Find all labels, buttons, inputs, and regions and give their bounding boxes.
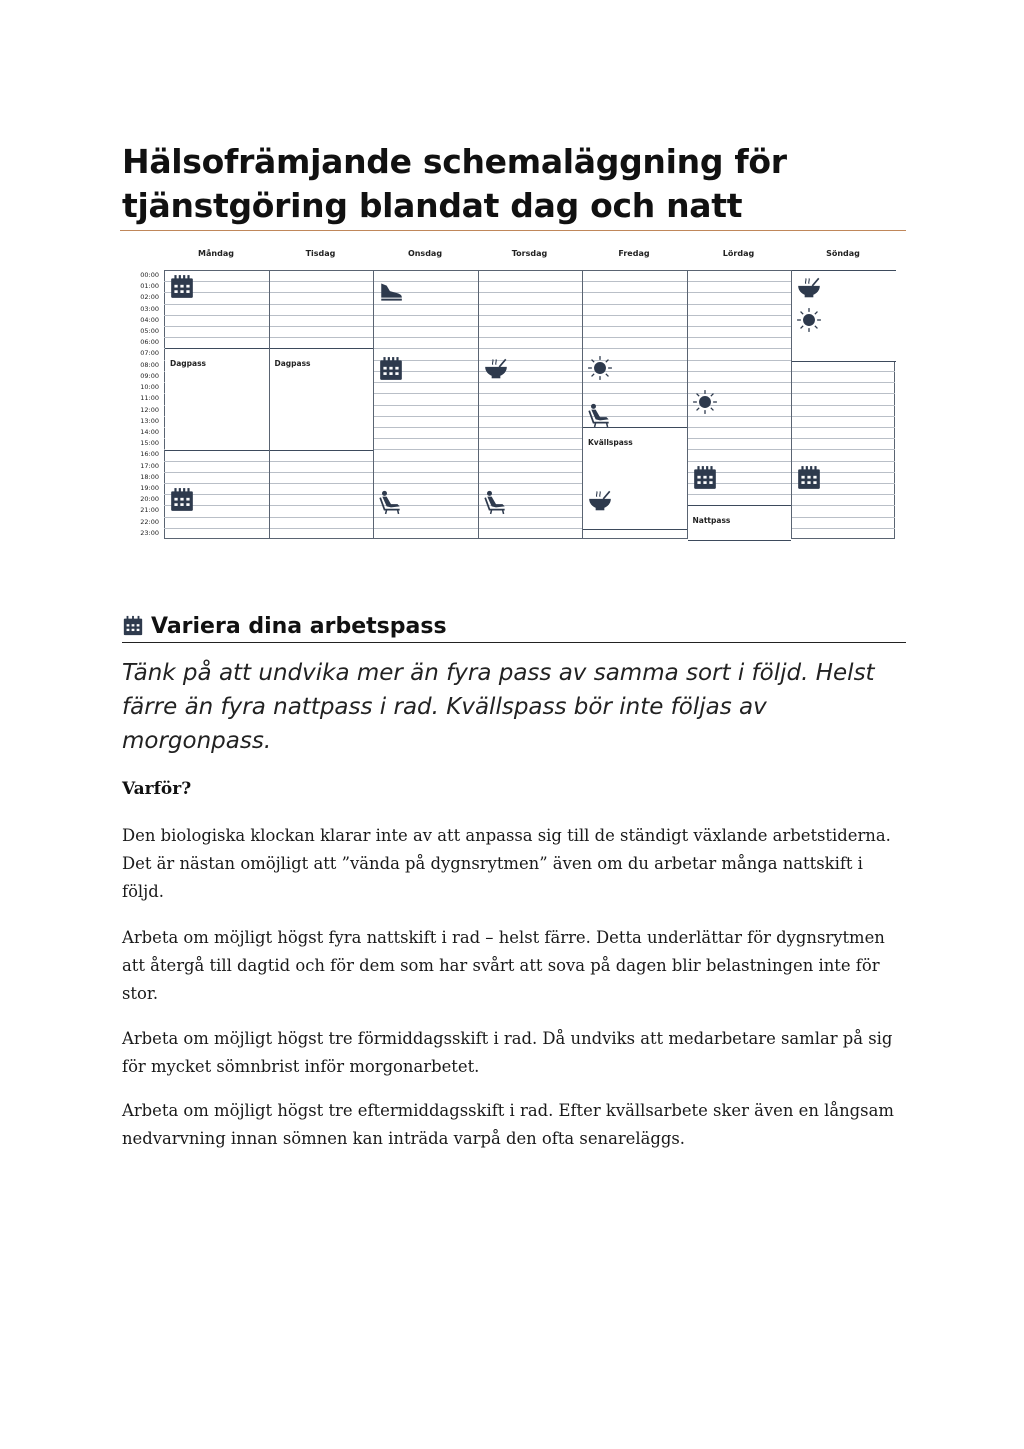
hour-label: 19:00 xyxy=(140,483,159,492)
day-column-divider xyxy=(269,270,270,539)
sun-icon xyxy=(692,389,718,415)
shift-block xyxy=(270,348,374,451)
hour-label: 05:00 xyxy=(140,327,159,336)
hour-label: 06:00 xyxy=(140,338,159,347)
day-header: Onsdag xyxy=(407,249,443,258)
hour-gridline xyxy=(164,517,895,518)
shift-label: Dagpass xyxy=(274,359,311,369)
day-header: Tisdag xyxy=(305,249,336,258)
sun-icon xyxy=(587,355,613,381)
hour-label: 18:00 xyxy=(140,472,159,481)
day-column-divider xyxy=(687,270,688,539)
hour-gridline xyxy=(164,416,895,417)
title-divider xyxy=(120,230,906,231)
calendar-icon xyxy=(378,356,404,382)
hour-label: 16:00 xyxy=(140,450,159,459)
hour-gridline xyxy=(164,304,895,305)
shift-block xyxy=(165,348,269,451)
why-heading: Varför? xyxy=(122,779,192,799)
day-header: Måndag xyxy=(198,249,234,258)
hour-label: 21:00 xyxy=(140,506,159,515)
shoe-icon xyxy=(378,277,404,303)
shift-label: Nattpass xyxy=(692,516,731,526)
hour-gridline xyxy=(164,494,895,495)
bowl-icon xyxy=(796,274,822,300)
hour-label: 23:00 xyxy=(140,528,159,537)
calendar-icon xyxy=(692,465,718,491)
hour-gridline xyxy=(164,360,895,361)
recliner-icon xyxy=(378,489,404,515)
hour-gridline xyxy=(164,405,895,406)
hour-gridline xyxy=(164,292,895,293)
hour-gridline xyxy=(164,337,895,338)
hour-gridline xyxy=(164,528,895,529)
day-column-divider xyxy=(373,270,374,539)
hour-gridline xyxy=(164,449,895,450)
hour-gridline xyxy=(164,472,895,473)
bowl-icon xyxy=(483,355,509,381)
lead-text: Tänk på att undvika mer än fyra pass av samma sort i följd. Helst färre än fyra nattpass i rad. Kvällspass bör inte följas av morgonpass. xyxy=(122,660,875,754)
day-column-divider xyxy=(478,270,479,539)
hour-label: 13:00 xyxy=(140,416,159,425)
hour-label: 02:00 xyxy=(140,293,159,302)
shift-block xyxy=(792,270,896,362)
hour-label: 14:00 xyxy=(140,427,159,436)
day-column-divider xyxy=(582,270,583,539)
hour-gridline xyxy=(164,315,895,316)
bowl-icon xyxy=(587,487,613,513)
hour-label: 17:00 xyxy=(140,461,159,470)
day-header: Söndag xyxy=(826,249,860,258)
hour-label: 03:00 xyxy=(140,304,159,313)
page-title: Hälsofrämjande schemaläggning för tjänstgöring blandat dag och natt xyxy=(122,142,787,225)
hour-label: 00:00 xyxy=(140,271,159,279)
shift-label: Dagpass xyxy=(170,359,207,369)
schedule-grid xyxy=(164,270,895,539)
paragraph: Arbeta om möjligt högst tre eftermiddagsskift i rad. Efter kvällsarbete sker även en långsam nedvarvning innan sömnen kan inträda varpå den ofta senareläggs. xyxy=(122,1101,894,1148)
hour-label: 08:00 xyxy=(140,360,159,369)
day-header: Lördag xyxy=(722,249,755,258)
hour-gridline xyxy=(164,348,895,349)
section-header xyxy=(122,610,906,643)
hour-label: 22:00 xyxy=(140,517,159,526)
paragraph: Arbeta om möjligt högst fyra nattskift i rad – helst färre. Detta underlättar för dygnsrytmen att återgå till dagtid och för dem som har svårt att sova på dagen blir belastningen inte för stor. xyxy=(122,928,885,1003)
hour-label: 10:00 xyxy=(140,383,159,392)
hour-label: 09:00 xyxy=(140,371,159,380)
calendar-icon xyxy=(122,615,144,637)
hour-label: 01:00 xyxy=(140,282,159,291)
hour-gridline xyxy=(164,393,895,394)
recliner-icon xyxy=(587,402,613,428)
weekly-schedule-diagram xyxy=(0,0,1024,560)
shift-block xyxy=(583,427,687,530)
recliner-icon xyxy=(483,489,509,515)
sun-icon xyxy=(796,307,822,333)
day-header: Torsdag xyxy=(511,249,548,258)
hour-gridline xyxy=(164,371,895,372)
day-column-divider xyxy=(791,270,792,539)
shift-label: Kvällspass xyxy=(588,437,633,447)
calendar-icon xyxy=(169,487,195,513)
hour-gridline xyxy=(164,461,895,462)
paragraph: Arbeta om möjligt högst tre förmiddagsskift i rad. Då undviks att medarbetare samlar på sig för mycket sömnbrist inför morgonarbetet. xyxy=(122,1029,893,1076)
hour-label: 11:00 xyxy=(140,394,159,403)
hour-label: 20:00 xyxy=(140,495,159,504)
day-header: Fredag xyxy=(618,249,650,258)
hour-gridline xyxy=(164,382,895,383)
hour-label: 12:00 xyxy=(140,405,159,414)
hour-gridline xyxy=(164,483,895,484)
hour-label: 15:00 xyxy=(140,439,159,448)
paragraph: Den biologiska klockan klarar inte av att anpassa sig till de ständigt växlande arbetstiderna. Det är nästan omöjligt att ”vända på dygnsrytmen” även om du arbetar många nattskift i följd. xyxy=(122,826,891,901)
hour-gridline xyxy=(164,427,895,428)
calendar-icon xyxy=(169,274,195,300)
shift-block xyxy=(688,505,792,541)
section-title: Variera dina arbetspass xyxy=(151,613,447,639)
hour-gridline xyxy=(164,326,895,327)
hour-gridline xyxy=(164,438,895,439)
hour-label: 04:00 xyxy=(140,315,159,324)
hour-gridline xyxy=(164,281,895,282)
calendar-icon xyxy=(796,465,822,491)
hour-label: 07:00 xyxy=(140,349,159,358)
hour-gridline xyxy=(164,505,895,506)
